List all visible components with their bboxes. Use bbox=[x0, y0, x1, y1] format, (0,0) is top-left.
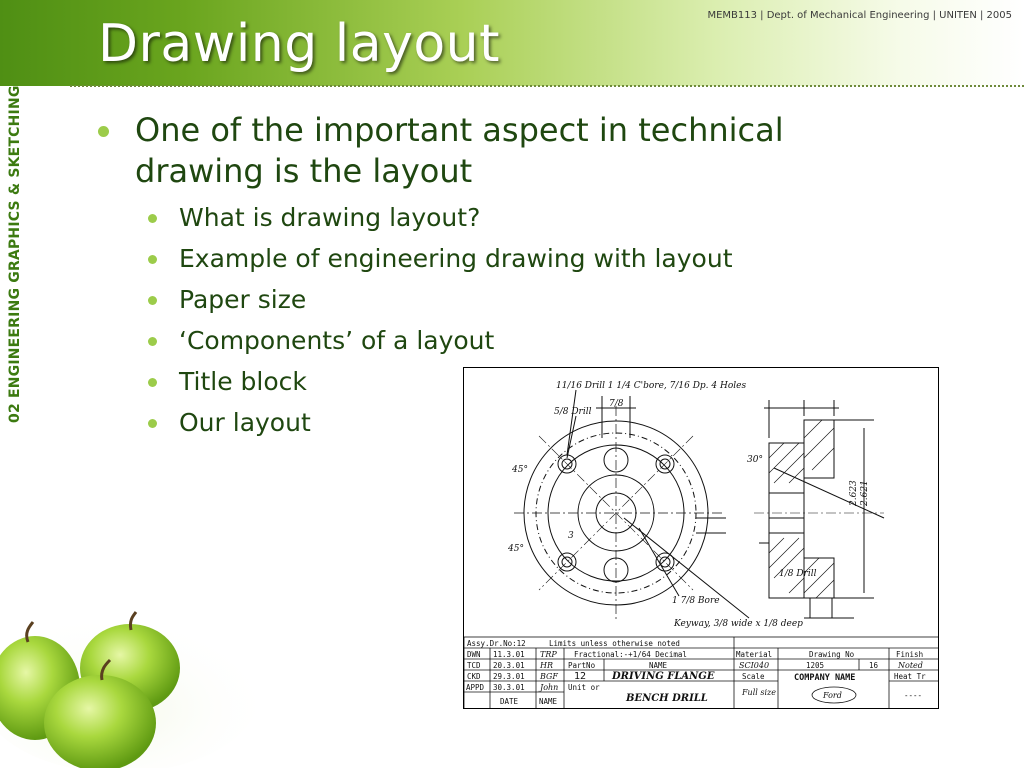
engineering-drawing-figure bbox=[463, 367, 939, 709]
sub-bullet-text: What is drawing layout? bbox=[179, 203, 481, 232]
name-dwn: TRP bbox=[540, 650, 557, 659]
engineering-drawing-svg bbox=[464, 368, 939, 709]
assembly-name: BENCH DRILL bbox=[626, 693, 708, 704]
date-ckd: 29.3.01 bbox=[493, 672, 525, 681]
material-label: Material bbox=[736, 650, 773, 659]
dim-2623: 2.623 bbox=[849, 480, 859, 506]
heat-tr-value: ---- bbox=[904, 691, 923, 700]
date-tcd: 20.3.01 bbox=[493, 661, 525, 670]
scale-label: Scale bbox=[742, 672, 765, 681]
course-reference: MEMB113 | Dept. of Mechanical Engineering | UNITEN | 2005 bbox=[707, 10, 1012, 21]
dim-3: 3 bbox=[568, 531, 574, 541]
part-name: DRIVING FLANGE bbox=[612, 671, 715, 682]
material-value: SCI040 bbox=[739, 661, 770, 670]
sub-bullet bbox=[143, 320, 878, 361]
bullet-dot-icon bbox=[148, 255, 157, 264]
finish-label: Finish bbox=[896, 650, 924, 659]
sheet-no: 16 bbox=[869, 661, 879, 670]
finish-value: Noted bbox=[898, 661, 923, 670]
role-dwn: DWN bbox=[467, 650, 481, 659]
role-tcd: TCD bbox=[467, 661, 481, 670]
sub-bullet bbox=[143, 197, 878, 238]
name-ckd: BGF bbox=[540, 672, 558, 681]
part-no: 12 bbox=[574, 671, 587, 682]
drill-note: 11/16 Drill 1 1/4 C'bore, 7/16 Dp. 4 Holes bbox=[556, 381, 747, 391]
drawing-no-label: Drawing No bbox=[809, 650, 855, 659]
sub-bullet-text: Title block bbox=[179, 367, 307, 396]
bullet-dot-icon bbox=[148, 378, 157, 387]
bullet-dot-icon bbox=[148, 214, 157, 223]
fractional-note: Fractional:-+1/64 Decimal bbox=[574, 650, 687, 659]
angle-45-top: 45° bbox=[512, 465, 528, 475]
sub-bullet-text: ‘Components’ of a layout bbox=[179, 326, 495, 355]
sub-bullet-text: Our layout bbox=[179, 408, 311, 437]
main-bullet bbox=[98, 110, 878, 192]
unit-label: Unit or bbox=[568, 683, 600, 692]
sub-bullet bbox=[143, 279, 878, 320]
bullet-dot-icon bbox=[148, 419, 157, 428]
bullet-dot-icon bbox=[148, 296, 157, 305]
company-name: COMPANY NAME bbox=[794, 673, 856, 683]
drill-1-8-note: 1/8 Drill bbox=[779, 569, 817, 579]
drill-5-8-note: 5/8 Drill bbox=[554, 407, 592, 417]
drawing-no: 1205 bbox=[806, 661, 825, 670]
col-name: NAME bbox=[539, 697, 558, 706]
slide-title: Drawing layout bbox=[98, 14, 501, 74]
keyway-note: Keyway, 3/8 wide x 1/8 deep bbox=[674, 619, 803, 629]
sub-bullet bbox=[143, 238, 878, 279]
bullet-dot-icon bbox=[98, 126, 109, 137]
role-appd: APPD bbox=[466, 683, 485, 692]
green-apples-icon bbox=[0, 598, 260, 768]
title-divider bbox=[70, 85, 1024, 87]
bore-note: 1 7/8 Bore bbox=[672, 596, 720, 606]
name-tcd: HR bbox=[540, 661, 553, 670]
role-ckd: CKD bbox=[467, 672, 481, 681]
sub-bullet-text: Paper size bbox=[179, 285, 307, 314]
bullet-dot-icon bbox=[148, 337, 157, 346]
main-bullet-text: One of the important aspect in technical drawing is the layout bbox=[135, 111, 784, 190]
angle-30: 30° bbox=[747, 455, 763, 465]
name-label: NAME bbox=[649, 661, 668, 670]
chapter-side-label: 02 ENGINEERING GRAPHICS & SKETCHING bbox=[7, 85, 23, 423]
date-appd: 30.3.01 bbox=[493, 683, 525, 692]
sub-bullet-text: Example of engineering drawing with layout bbox=[179, 244, 733, 273]
assy-dr-no: Assy.Dr.No:12 bbox=[467, 639, 526, 648]
heat-tr-label: Heat Tr bbox=[894, 672, 926, 681]
company-logo-text: Ford bbox=[823, 691, 842, 700]
date-dwn: 11.3.01 bbox=[493, 650, 525, 659]
dim-2621: 2.621 bbox=[860, 480, 870, 506]
limits-note: Limits unless otherwise noted bbox=[549, 639, 680, 648]
col-date: DATE bbox=[500, 697, 519, 706]
part-no-label: PartNo bbox=[568, 661, 596, 670]
name-appd: John bbox=[540, 683, 559, 692]
scale-value: Full size bbox=[742, 688, 776, 697]
dim-7-8: 7/8 bbox=[609, 399, 624, 409]
angle-45-bottom: 45° bbox=[508, 544, 524, 554]
